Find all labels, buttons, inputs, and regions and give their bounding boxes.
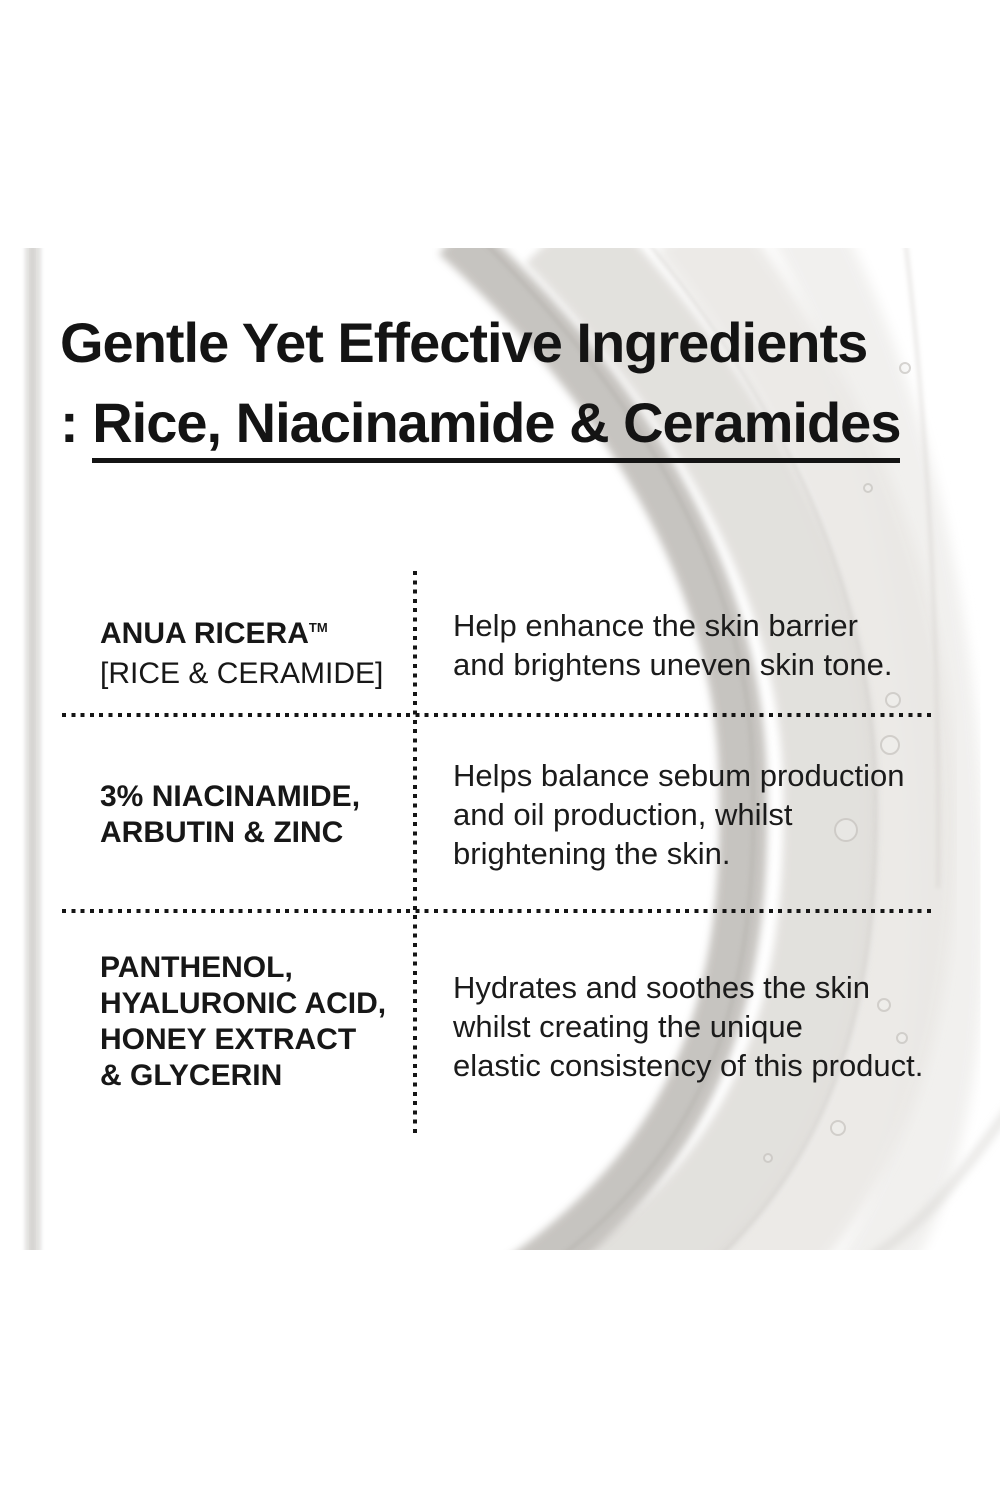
- title-underlined-text: Rice, Niacinamide & Ceramides: [92, 391, 900, 463]
- description-line: Hydrates and soothes the skin: [453, 970, 871, 1005]
- ingredient-name-line: HONEY EXTRACT: [100, 1023, 357, 1056]
- description-line: Helps balance sebum production: [453, 758, 905, 793]
- row-divider-dotted-2: [62, 909, 934, 913]
- ingredient-name-line: ANUA RICERA™: [100, 617, 328, 650]
- ingredient-name-line: HYALURONIC ACID,: [100, 987, 387, 1020]
- ingredient-description-niacinamide: [453, 756, 953, 873]
- description-line: and oil production, whilst: [453, 797, 793, 832]
- ingredient-name-line: 3% NIACINAMIDE,: [100, 780, 361, 813]
- ingredient-name-line: PANTHENOL,: [100, 951, 293, 984]
- left-edge-streak: [25, 248, 41, 1250]
- column-divider-dotted: [413, 571, 417, 1134]
- description-line: whilst creating the unique: [453, 1009, 803, 1044]
- ingredient-name-niacinamide: [100, 779, 400, 851]
- description-line: Help enhance the skin barrier: [453, 608, 858, 643]
- ingredient-name-subline: [RICE & CERAMIDE]: [100, 657, 384, 690]
- ingredient-name-anua-ricera: [100, 608, 400, 694]
- title-line-2: [60, 383, 980, 463]
- ingredient-description-anua-ricera: [453, 606, 953, 684]
- page-title: [60, 303, 980, 463]
- ingredient-name-panthenol: [100, 950, 400, 1094]
- trademark-superscript: TM: [308, 620, 328, 635]
- ingredient-name-line: & GLYCERIN: [100, 1059, 283, 1092]
- description-line: brightening the skin.: [453, 836, 731, 871]
- title-colon-prefix: :: [60, 391, 93, 454]
- title-line-1: Gentle Yet Effective Ingredients: [60, 311, 868, 374]
- description-line: elastic consistency of this product.: [453, 1048, 924, 1083]
- description-line: and brightens uneven skin tone.: [453, 647, 893, 682]
- row-divider-dotted-1: [62, 713, 934, 717]
- ingredient-name-line: ARBUTIN & ZINC: [100, 816, 344, 849]
- ingredient-description-panthenol: [453, 968, 953, 1085]
